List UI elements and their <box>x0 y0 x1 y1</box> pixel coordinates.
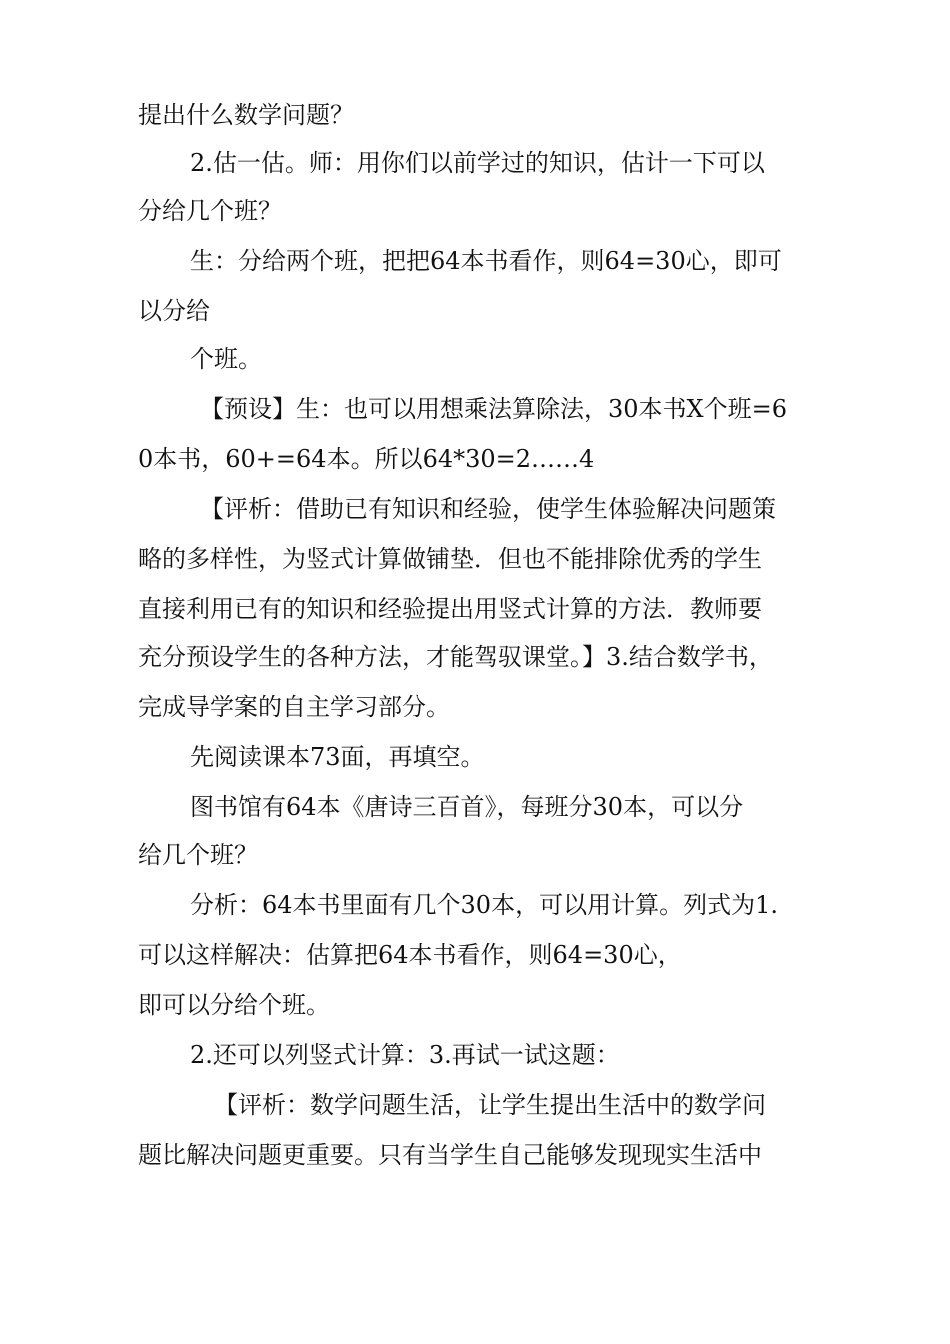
text-line-13: 完成导学案的自主学习部分。 <box>138 693 450 721</box>
text-line-16: 给几个班？ <box>138 841 258 869</box>
text-line-6: 个班。 <box>190 345 262 373</box>
text-line-10: 略的多样性，为竖式计算做铺垫．但也不能排除优秀的学生 <box>138 545 762 573</box>
text-line-7: 【预设】生：也可以用想乘法算除法，30本书X个班=6 <box>200 395 788 423</box>
text-line-15: 图书馆有64本《唐诗三百首》，每班分30本，可以分 <box>190 793 744 821</box>
text-line-20: 2.还可以列竖式计算：3.再试一试这题： <box>190 1041 620 1069</box>
text-line-12: 充分预设学生的各种方法，才能驾驭课堂。】3.结合数学书， <box>138 643 773 671</box>
text-line-2: 2.估一估。师：用你们以前学过的知识，估计一下可以 <box>190 149 765 177</box>
text-line-19: 即可以分给个班。 <box>138 991 330 1019</box>
text-line-14: 先阅读课本73面，再填空。 <box>190 743 485 771</box>
text-line-3: 分给几个班？ <box>138 197 282 225</box>
text-line-22: 题比解决问题更重要。只有当学生自己能够发现现实生活中 <box>138 1141 762 1169</box>
text-line-9: 【评析：借助已有知识和经验，使学生体验解决问题策 <box>200 495 776 523</box>
text-line-1: 提出什么数学问题？ <box>138 101 354 129</box>
text-line-4: 生：分给两个班，把把64本书看作，则64=30心，即可 <box>190 247 782 275</box>
text-line-18: 可以这样解决：估算把64本书看作，则64=30心， <box>138 941 682 969</box>
text-line-21: 【评析：数学问题生活，让学生提出生活中的数学问 <box>214 1091 766 1119</box>
text-line-8: 0本书，60+=64本。所以64*30=2……4 <box>138 445 595 473</box>
text-line-5: 以分给 <box>138 297 210 325</box>
text-line-11: 直接利用已有的知识和经验提出用竖式计算的方法．教师要 <box>138 595 762 623</box>
text-line-17: 分析：64本书里面有几个30本，可以用计算。列式为1. <box>190 891 778 919</box>
